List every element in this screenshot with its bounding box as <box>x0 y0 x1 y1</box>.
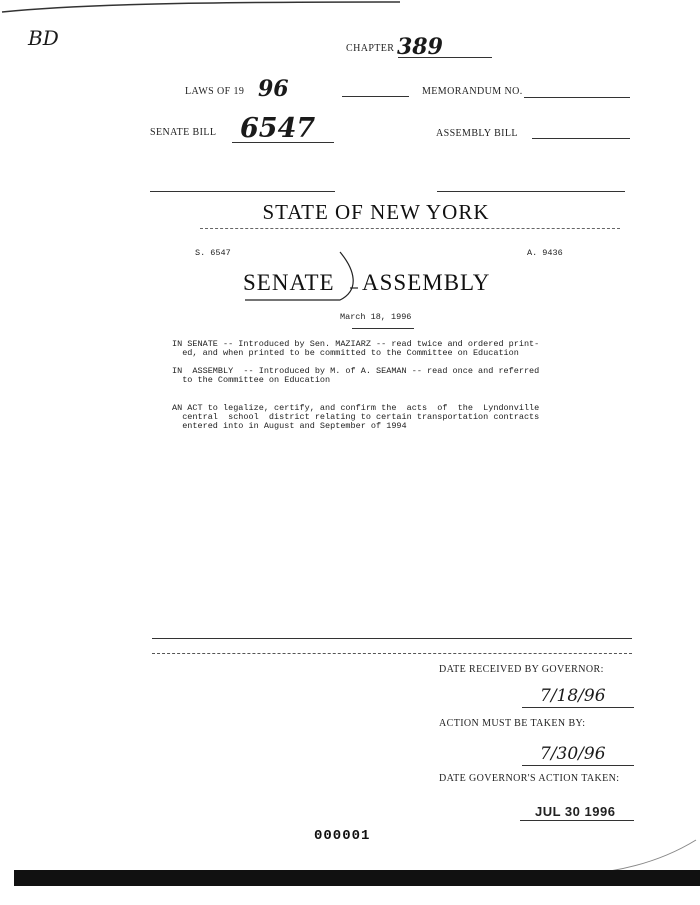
separator-left <box>150 191 335 192</box>
assembly-bill-label: ASSEMBLY BILL <box>436 128 518 139</box>
memorandum-label: MEMORANDUM NO. <box>422 86 523 97</box>
act-title-line-2: central school district relating to certain transportation contracts <box>172 412 540 422</box>
action-taken-date-stamp: JUL 30 1996 <box>535 804 616 819</box>
date-underline <box>352 328 414 329</box>
chapter-underline <box>398 57 492 58</box>
assembly-intro-line-1: IN ASSEMBLY -- Introduced by M. of A. SEAMAN -- read once and referred <box>172 366 540 376</box>
laws-label: LAWS OF 19 <box>185 86 245 97</box>
assembly-bill-blank-line <box>532 138 630 139</box>
date-received-value: 7/18/96 <box>540 686 606 706</box>
memorandum-blank-line <box>524 97 630 98</box>
assembly-heading: ASSEMBLY <box>362 270 491 295</box>
senate-intro-line-1: IN SENATE -- Introduced by Sen. MAZIARZ -- read twice and ordered print- <box>172 339 540 349</box>
senate-intro-line-2: ed, and when printed to be committed to the Committee on Education <box>172 348 519 358</box>
chamber-bracket-stroke <box>240 250 370 310</box>
senate-heading: SENATE <box>243 270 335 295</box>
laws-year: 96 <box>258 76 289 102</box>
laws-blank-line <box>342 96 409 97</box>
date-received-underline <box>522 707 634 708</box>
lower-separator-1 <box>152 638 632 639</box>
introduction-date: March 18, 1996 <box>340 312 412 322</box>
senate-bill-number: S. 6547 <box>195 248 231 258</box>
initials-stamp: BD <box>28 26 59 50</box>
act-title-line-1: AN ACT to legalize, certify, and confirm the acts of the Lyndonville <box>172 403 540 413</box>
senate-bill-value: 6547 <box>240 113 316 144</box>
senate-bill-underline <box>232 142 334 143</box>
action-taken-underline <box>520 820 634 821</box>
document-title: STATE OF NEW YORK <box>262 200 490 224</box>
title-underline <box>200 228 620 229</box>
action-deadline-underline <box>522 765 634 766</box>
scan-bottom-edge <box>14 870 700 886</box>
act-title-line-3: entered into in August and September of 1994 <box>172 421 407 431</box>
action-deadline-value: 7/30/96 <box>540 744 606 764</box>
senate-bill-label: SENATE BILL <box>150 127 217 138</box>
action-deadline-label: ACTION MUST BE TAKEN BY: <box>439 718 586 729</box>
chapter-label: CHAPTER <box>346 43 395 54</box>
assembly-intro-line-2: to the Committee on Education <box>172 375 331 385</box>
separator-right <box>437 191 625 192</box>
date-received-label: DATE RECEIVED BY GOVERNOR: <box>439 664 604 675</box>
page-number: 000001 <box>314 828 371 844</box>
top-edge-scribble <box>0 0 420 20</box>
action-taken-label: DATE GOVERNOR'S ACTION TAKEN: <box>439 773 620 784</box>
chapter-value: 389 <box>397 34 443 60</box>
assembly-bill-number: A. 9436 <box>527 248 563 258</box>
lower-separator-2 <box>152 653 632 654</box>
